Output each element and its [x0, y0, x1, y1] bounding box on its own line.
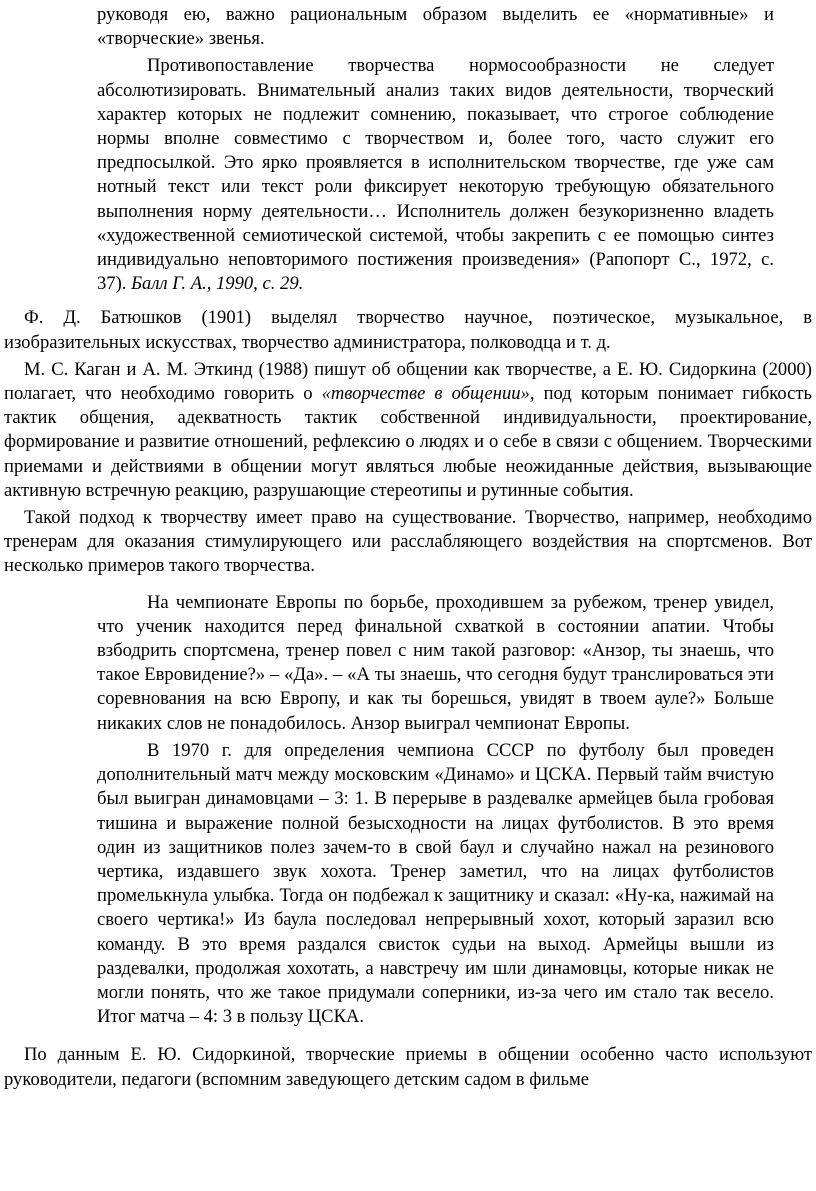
block-quote-examples: [97, 591, 774, 1030]
quote-source: Балл Г. А., 1990, с. 29.: [131, 273, 304, 295]
body-paragraph: Такой подход к творчеству имеет право на существование. Творчество, например, необходимо тренерам для оказания стимулирующего или расслабляющего воздействия на спортсменов. Вот несколько примеров такого творчества.: [4, 507, 812, 577]
block-quote-norms: [97, 3, 774, 296]
body-paragraph: Ф. Д. Батюшков (1901) выделял творчество научное, поэтическое, музыкальное, в изобразительных искусствах, творчество администратора, полководца и т. д.: [4, 307, 812, 353]
emphasis-text: «творчестве в общении»,: [321, 383, 535, 405]
quote-paragraph: [97, 54, 774, 296]
quote-paragraph: На чемпионате Европы по борьбе, проходившем за рубежом, тренер увидел, что ученик находится перед финальной схваткой в состоянии апатии. Чтобы взбодрить спортсмена, тренер повел с ним такой разговор: «Анзор, ты знаешь, что такое Евровидение?» – «Да». – «А ты знаешь, что сегодня будут транслироваться эти соревнования на всю Европу, и как ты борешься, увидят в твоем ауле?» Больше никаких слов не понадобилось. Анзор выиграл чемпионат Европы.: [97, 591, 774, 734]
quote-text: Противопоставление творчества нормосообразности не следует абсолютизировать. Внимательный анализ таких видов деятельности, творческий характер которых не подлежит сомнению, показывает, что строгое соблюдение нормы вполне совместимо с творчеством и, более того, часто служит его предпосылкой. Это ярко проявляется в исполнительском творчестве, где уже сам нотный текст или текст роли фиксирует некоторую требующую обязательного выполнения норму деятельности… Исполнитель должен безукоризненно владеть «художественной семиотической системой, чтобы закрепить с ее помощью синтез индивидуально неповторимого постижения произведения» (Рапопорт С., 1972, с. 37).: [97, 55, 774, 295]
body-section: [0, 1043, 816, 1091]
body-section: [0, 306, 816, 578]
body-text: под которым понимает гибкость тактик общения, адекватность тактик собственной индивидуальности, проектирование, формирование и развитие отношений, рефлексию о людях и о себе в связи с общением. Творческими приемами и действиями в общении могут являться любые неожиданные действия, вызывающие активную встречную реакцию, разрушающие стереотипы и рутинные события.: [4, 383, 812, 501]
quote-paragraph: В 1970 г. для определения чемпиона СССР по футболу был проведен дополнительный матч между московским «Динамо» и ЦСКА. Первый тайм вчистую был выигран динамовцами – 3: 1. В перерыве в раздевалке армейцев была гробовая тишина и выражение полной безысходности на лицах футболистов. В это время один из защитников полез зачем-то в свой баул и случайно нажал на резинового чертика, издавшего звук хохота. Тренер заметил, что на лицах футболистов промелькнула улыбка. Тогда он подбежал к защитнику и сказал: «Ну-ка, нажимай на своего чертика!» Из баула последовал непрерывный хохот, который заразил всю команду. В это время раздался свисток судьи на выход. Армейцы вышли из раздевалки, продолжая хохотать, а навстречу им шли динамовцы, которые никак не могли понять, что же такое придумали соперники, из-за чего им стало так весело. Итог матча – 4: 3 в пользу ЦСКА.: [97, 739, 774, 1028]
body-paragraph: [4, 358, 812, 503]
body-text: М. С. Каган и А. М. Эткинд (1988) пишут об общении как творчестве, а Е. Ю. Сидоркина (2000) полагает, что необходимо говорить о: [4, 358, 812, 405]
body-paragraph: По данным Е. Ю. Сидоркиной, творческие приемы в общении особенно часто используют руководители, педагоги (вспомним заведующего детским садом в фильме: [4, 1044, 812, 1090]
quote-paragraph: руководя ею, важно рациональным образом выделить ее «нормативные» и «творческие» звенья.: [97, 4, 774, 50]
